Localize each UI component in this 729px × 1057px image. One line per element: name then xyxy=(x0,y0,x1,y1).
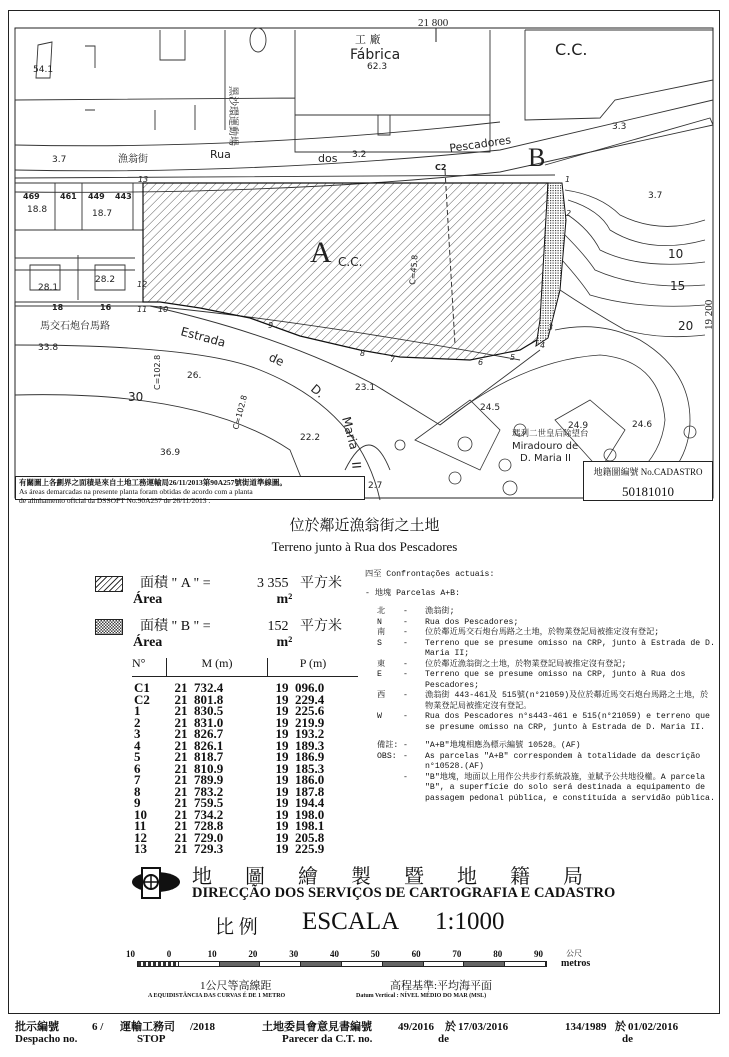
cadastro-box xyxy=(583,461,713,501)
coord-p: 19 225.6 xyxy=(275,703,325,718)
coord-p: 19 194.4 xyxy=(275,795,325,810)
scale-tick-label: 70 xyxy=(452,949,462,959)
point-id: 5 xyxy=(134,749,141,764)
table-row xyxy=(132,763,358,775)
crosshatch-swatch-icon xyxy=(95,619,123,635)
scale-tick-label: 10 xyxy=(207,949,217,959)
dash: - xyxy=(403,691,408,700)
dash: - xyxy=(403,712,408,721)
boundary-item xyxy=(365,607,715,618)
height-22-2: 22.2 xyxy=(300,433,321,443)
point-id: 1 xyxy=(134,703,141,718)
point-id: 9 xyxy=(134,795,141,810)
item-text: 位於鄰近漁翁街之土地，於物業登記局被推定沒有登記; xyxy=(425,659,627,669)
coord-m: 21 732.4 xyxy=(174,680,224,695)
point-8: 8 xyxy=(360,349,366,358)
point-2: 2 xyxy=(566,209,572,218)
contour-20: 20 xyxy=(678,319,694,333)
height-54-1: 54.1 xyxy=(33,65,54,75)
point-10: 10 xyxy=(158,305,169,314)
item-text: Terreno que se presume omisso na CRP, junto à Rua dos Pescadores; xyxy=(425,670,686,690)
parecer-label-zh: 土地委員會意見書編號 xyxy=(262,1021,372,1033)
legend-unit-zh: 平方米 xyxy=(300,576,342,591)
point-11: 11 xyxy=(137,305,148,314)
item-key: S xyxy=(377,638,382,648)
scale-tick-label: 80 xyxy=(493,949,503,959)
scale-bar-segment xyxy=(138,962,179,966)
coord-m: 21 783.2 xyxy=(174,783,224,799)
item-text: Rua dos Pescadores n°s443-461 e 515(n°21059) e terreno que se presume omisso na CRP, junto à Estrada de D. Maria II. xyxy=(425,712,710,732)
title-zh: 位於鄰近漁翁街之土地 xyxy=(289,518,440,534)
item-key: OBS: xyxy=(377,751,397,761)
item-key: 備註: xyxy=(377,741,399,750)
parcel-b-label: B xyxy=(528,143,546,172)
title-pt: Terreno junto à Rua dos Pescadores xyxy=(271,539,458,554)
reference-date: 01/02/2016 xyxy=(628,1021,679,1033)
boundary-item xyxy=(365,752,715,773)
point-6: 6 xyxy=(478,358,484,367)
point-12: 12 xyxy=(137,280,148,289)
coord-p: 19 229.4 xyxy=(275,691,325,707)
scale-unit-zh: 公尺 xyxy=(566,949,582,958)
legend-label-pt: Área xyxy=(133,635,163,650)
dimension-label: C=102.8 xyxy=(153,354,162,390)
coord-p: 19 219.9 xyxy=(275,714,325,730)
point-7: 7 xyxy=(390,355,396,364)
point-c2: C2 xyxy=(435,163,447,172)
scale-label: ESCALA xyxy=(302,908,400,935)
legend-unit-zh: 平方米 xyxy=(300,619,342,634)
coord-m: 21 729.3 xyxy=(174,841,224,856)
legend-area-b xyxy=(95,615,342,651)
mirador-label-1: Miradouro de xyxy=(512,441,579,452)
street-label-zh: 漁翁街 xyxy=(118,154,148,165)
height-26: 26. xyxy=(187,371,202,381)
road-label-maria: Maria xyxy=(339,415,362,451)
cadastro-number: 50181010 xyxy=(622,484,674,499)
agency-name-zh: 地 圖 繪 製 暨 地 籍 局 xyxy=(192,866,597,888)
scale-bar-segment xyxy=(464,962,505,966)
item-key: 北 xyxy=(377,607,386,616)
scale-bar-segment xyxy=(220,962,261,966)
item-key: E xyxy=(377,670,382,679)
mirador-label-2: D. Maria II xyxy=(520,453,571,464)
road-label-d: D. xyxy=(308,381,328,401)
confrontacoes-subtitle: - 地塊 Parcelas A+B: xyxy=(365,588,460,598)
dash: - xyxy=(403,638,408,648)
scale-value: 1:1000 xyxy=(435,908,505,935)
stop-label: STOP xyxy=(137,1033,166,1045)
cadastro-label: 地籍圖編號 No.CADASTRO xyxy=(593,467,703,477)
item-text: Rua dos Pescadores; xyxy=(425,617,519,627)
scale-tick-label: 0 xyxy=(166,949,172,959)
scale-bar-segment xyxy=(179,962,220,966)
note-zh: 有關圖上各劃界之面積是來自土地工務運輸局26/11/2013第90A257號街道準線圖。 xyxy=(19,478,287,487)
height-28-1: 28.1 xyxy=(38,283,59,293)
height-3-7-east: 3.7 xyxy=(648,191,663,201)
item-key: 南 xyxy=(377,628,386,637)
column-header-no: N° xyxy=(132,658,167,676)
height-62-3: 62.3 xyxy=(367,62,388,72)
parecer-de-zh: 於 xyxy=(445,1021,456,1033)
height-2-7: 2.7 xyxy=(368,481,383,491)
road-label-zh: 馬交石炮台馬路 xyxy=(40,321,110,332)
lot-449: 449 xyxy=(88,192,105,201)
coord-m: 21 818.7 xyxy=(174,749,224,764)
table-row xyxy=(132,843,358,855)
coord-m: 21 830.5 xyxy=(174,703,224,718)
scale-tick-label: 30 xyxy=(289,949,299,959)
coord-m: 21 759.5 xyxy=(174,795,224,810)
contour-30: 30 xyxy=(128,390,144,404)
road-label-de: de xyxy=(266,350,287,370)
coord-m: 21 734.2 xyxy=(174,806,224,822)
dimension-label: C=102.8 xyxy=(231,394,250,431)
coordinates-table xyxy=(132,658,358,855)
street-label-rua: Rua xyxy=(210,148,231,161)
label-cc-parcel: C.C. xyxy=(338,255,363,269)
table-row xyxy=(132,809,358,821)
boundary-item xyxy=(365,618,715,629)
lot-461: 461 xyxy=(60,192,77,201)
lot-443: 443 xyxy=(115,192,132,201)
legend-value: 3 355 xyxy=(257,576,289,591)
note-pt-2: de alinhamento oficial da DSSOPT No.90A257 de 26/11/2013 . xyxy=(19,496,211,505)
point-id: 12 xyxy=(134,829,147,845)
lot-469: 469 xyxy=(23,192,40,201)
point-1: 1 xyxy=(565,175,571,184)
road-label-estrada: Estrada xyxy=(179,324,228,350)
dash: - xyxy=(403,617,408,627)
dash: - xyxy=(403,659,408,669)
coord-m: 21 826.1 xyxy=(174,737,224,753)
table-row xyxy=(132,728,358,740)
coord-m: 21 826.7 xyxy=(174,726,224,741)
point-id: C1 xyxy=(134,680,150,695)
table-row xyxy=(132,797,358,809)
point-id: 6 xyxy=(134,760,141,776)
point-3: 3 xyxy=(548,323,554,332)
scale-bar-ticks xyxy=(126,949,550,961)
label-cc-north: C.C. xyxy=(555,40,588,59)
legend-label: 面積 " B " = xyxy=(140,619,211,634)
scale-tick-label: 20 xyxy=(248,949,258,959)
dash: - xyxy=(403,607,408,616)
scale-tick-label: 50 xyxy=(370,949,380,959)
point-id: 4 xyxy=(134,737,141,753)
contour-15: 15 xyxy=(670,279,686,293)
item-text: 位於鄰近馬交石炮台馬路之土地，於物業登記局被推定沒有登記; xyxy=(425,628,660,637)
scale-unit: metros xyxy=(561,958,591,969)
table-row xyxy=(132,705,358,717)
coord-m: 21 810.9 xyxy=(174,760,224,776)
height-23-1: 23.1 xyxy=(355,383,376,393)
parecer-date: 17/03/2016 xyxy=(458,1021,509,1033)
agency-name-pt: DIRECÇÃO DOS SERVIÇOS DE CARTOGRAFIA E CADASTRO xyxy=(192,885,616,901)
street-label-pescadores: Pescadores xyxy=(448,133,512,155)
boundary-item xyxy=(365,741,715,752)
item-key: 西 xyxy=(377,691,386,700)
coord-m: 21 728.8 xyxy=(174,818,224,833)
coord-p: 19 096.0 xyxy=(275,680,325,695)
grid-label-m: 21 800 xyxy=(418,17,449,29)
height-28-2: 28.2 xyxy=(95,275,116,285)
coord-p: 19 193.2 xyxy=(275,726,325,741)
boundary-item xyxy=(365,660,715,671)
legend-area-a xyxy=(95,572,342,608)
dash: - xyxy=(403,670,408,679)
area-source-note xyxy=(15,476,365,505)
point-id: 8 xyxy=(134,783,141,799)
boundary-item xyxy=(365,670,715,691)
column-header-m: M (m) xyxy=(167,658,268,676)
label-fabrica-zh: 工 廠 xyxy=(355,33,381,46)
cadastral-map xyxy=(0,0,729,505)
scale-bar-segment xyxy=(342,962,383,966)
dash: - xyxy=(403,751,408,761)
table-row xyxy=(132,694,358,706)
point-13: 13 xyxy=(138,175,149,184)
dash: - xyxy=(403,741,408,750)
scale-tick-label: 40 xyxy=(330,949,339,959)
confrontacoes xyxy=(365,570,715,804)
scale-tick-label: 60 xyxy=(411,949,421,959)
confrontacoes-title: 四至 Confrontações actuais: xyxy=(365,570,495,579)
point-id: 13 xyxy=(134,841,147,856)
legend-unit: m² xyxy=(276,592,293,607)
item-text: 漁翁街; xyxy=(425,607,455,616)
scale-tick-label: 10 xyxy=(126,949,135,959)
item-key xyxy=(365,773,403,805)
coord-p: 19 186.9 xyxy=(275,749,325,764)
label-vertical-zh: 黑沙環運動場 xyxy=(227,86,238,146)
boundary-item xyxy=(365,639,715,660)
point-id: 3 xyxy=(134,726,141,741)
height-36-9: 36.9 xyxy=(160,448,181,458)
coord-m: 21 831.0 xyxy=(174,714,224,730)
column-header-p: P (m) xyxy=(268,658,359,676)
title-block xyxy=(0,514,729,555)
despacho-label-zh: 批示編號 xyxy=(15,1021,59,1033)
scale-bar-segment xyxy=(424,962,465,966)
arc-dimension: C=45.8 xyxy=(408,254,420,286)
datum-note-zh: 高程基準:平均海平面 xyxy=(390,980,493,992)
table-row xyxy=(132,717,358,729)
point-id: 7 xyxy=(134,772,141,787)
boundary-item xyxy=(365,691,715,712)
agency-logo-icon xyxy=(130,862,182,902)
point-id: 11 xyxy=(134,818,147,833)
coord-p: 19 198.0 xyxy=(275,806,325,822)
item-text: Terreno que se presume omisso na CRP, junto à Estrada de D. Maria II; xyxy=(425,638,715,658)
height-33-8: 33.8 xyxy=(38,343,59,353)
parcel-a-label: A xyxy=(310,236,332,269)
boundary-item xyxy=(365,712,715,733)
scale-tick-label: 90 xyxy=(534,949,543,959)
item-text: 漁翁街 443-461及 515號(n°21059)及位於鄰近馬交石炮台馬路之土地，於物業登記局被推定沒有登記。 xyxy=(425,691,709,711)
datum-note-pt: Datum Vertical : NÍVEL MÉDIO DO MAR (MSL) xyxy=(356,993,487,999)
lot-16: 16 xyxy=(100,303,112,312)
coord-m: 21 801.8 xyxy=(174,691,224,707)
legend-value: 152 xyxy=(267,619,289,634)
scale-bar-segment xyxy=(505,962,546,966)
height-24-5: 24.5 xyxy=(480,403,501,413)
table-row xyxy=(132,820,358,832)
dash: - xyxy=(403,772,408,782)
despacho-label: Despacho no. xyxy=(15,1033,78,1045)
point-5: 5 xyxy=(510,353,516,362)
table-row xyxy=(132,774,358,786)
table-row xyxy=(132,740,358,752)
legend-label-pt: Área xyxy=(133,592,163,607)
point-id: C2 xyxy=(134,691,150,707)
parecer-de: de xyxy=(438,1033,449,1045)
height-3-2: 3.2 xyxy=(352,150,367,160)
point-4: 4 xyxy=(540,341,546,350)
grid-label-p: 19 200 xyxy=(703,299,715,330)
item-text: "A+B"地塊相應為標示編號 10528。(AF) xyxy=(425,741,581,750)
table-row xyxy=(132,751,358,763)
coord-p: 19 225.9 xyxy=(275,841,325,856)
dash: - xyxy=(403,628,408,637)
coord-p: 19 198.1 xyxy=(275,818,325,833)
parecer-number: 49/2016 xyxy=(398,1021,435,1033)
reference-number: 134/1989 xyxy=(565,1021,607,1033)
height-3-7: 3.7 xyxy=(52,155,67,165)
reference-de: de xyxy=(622,1033,633,1045)
coord-p: 19 185.3 xyxy=(275,760,325,776)
note-pt-1: As áreas demarcadas na presente planta foram obtidas de acordo com a planta xyxy=(19,487,253,496)
parecer-label: Parecer da C.T. no. xyxy=(282,1033,373,1045)
label-fabrica: Fábrica xyxy=(350,47,401,63)
contour-note-pt: A EQUIDISTÂNCIA DAS CURVAS É DE 1 METRO xyxy=(148,993,286,999)
coord-m: 21 729.0 xyxy=(174,829,224,845)
table-row xyxy=(132,682,358,694)
height-24-9: 24.9 xyxy=(568,421,589,431)
despacho-year: /2018 xyxy=(190,1021,216,1033)
reference-de-zh: 於 xyxy=(615,1021,626,1033)
scale-bar-segment xyxy=(383,962,424,966)
scale-bar xyxy=(137,961,547,967)
coord-p: 19 186.0 xyxy=(275,772,325,787)
item-key: W xyxy=(377,712,382,721)
table-row xyxy=(132,832,358,844)
coord-p: 19 205.8 xyxy=(275,829,325,845)
item-key: N xyxy=(377,617,382,627)
coord-p: 19 187.8 xyxy=(275,783,325,799)
contour-note-zh: 1公尺等高線距 xyxy=(200,980,272,992)
scale-label-zh: 比 例 xyxy=(215,917,258,938)
point-9: 9 xyxy=(268,321,274,330)
scale-bar-segment xyxy=(301,962,342,966)
contour-10: 10 xyxy=(668,247,684,261)
despacho xyxy=(15,1021,77,1045)
coord-m: 21 789.9 xyxy=(174,772,224,787)
boundary-item xyxy=(365,628,715,639)
lot-18: 18 xyxy=(52,303,64,312)
height-24-6: 24.6 xyxy=(632,420,653,430)
table-row xyxy=(132,786,358,798)
item-text: "B"地塊，地面以上用作公共步行系統設施，並賦予公共地役權。A parcela "B", a superfície do solo será destinada a equipamento de passagem pedonal pública, e constituída a servidão pública. xyxy=(425,772,715,803)
road-label-ii: II xyxy=(349,461,364,470)
legend-unit: m² xyxy=(276,635,293,650)
height-3-3: 3.3 xyxy=(612,122,627,132)
height-18-7: 18.7 xyxy=(92,209,113,219)
street-label-dos: dos xyxy=(318,152,338,165)
item-text: As parcelas "A+B" correspondem à totalidade da descrição n°10528.(AF) xyxy=(425,751,701,771)
point-id: 10 xyxy=(134,806,147,822)
scale-bar-segment xyxy=(260,962,301,966)
legend-label: 面積 " A " = xyxy=(140,576,211,591)
coord-p: 19 189.3 xyxy=(275,737,325,753)
height-18-8: 18.8 xyxy=(27,205,48,215)
item-key: 東 xyxy=(377,659,386,669)
stop-label-zh: 運輸工務司 xyxy=(120,1021,175,1033)
despacho-number: 6 / xyxy=(92,1021,104,1033)
mirador-label-zh: 瑪利二世皇后除望台 xyxy=(512,429,589,439)
hatch-swatch-icon xyxy=(95,576,123,592)
boundary-item xyxy=(365,773,715,805)
point-id: 2 xyxy=(134,714,141,730)
